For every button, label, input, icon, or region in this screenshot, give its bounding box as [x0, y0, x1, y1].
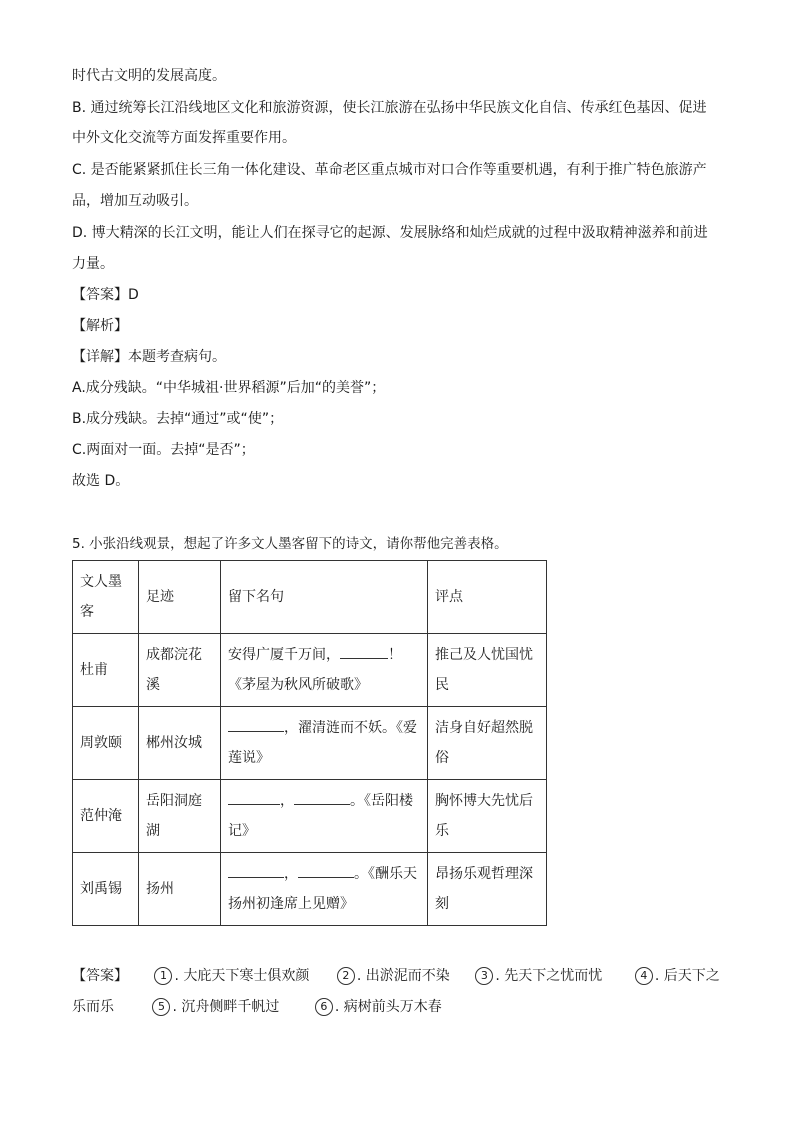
- circled-number: 2: [337, 967, 355, 985]
- passage-line: C. 是否能紧紧抓住长三角一体化建设、革命老区重点城市对口合作等重要机遇，有利于推广特色旅游产: [72, 162, 707, 178]
- answer-item: 3 . 先天下之忧而忧: [475, 966, 630, 986]
- fill-blank: [298, 877, 354, 878]
- answer-line-1: [72, 966, 720, 986]
- answer-label: 【答案】: [72, 968, 128, 984]
- fill-blank: [228, 877, 284, 878]
- header-cell: 文人墨客: [73, 561, 139, 634]
- passage-line: 品，增加互动吸引。: [72, 193, 198, 209]
- conclusion-line: 故选 D。: [72, 473, 130, 489]
- passage-line: 中外文化交流等方面发挥重要作用。: [72, 130, 296, 146]
- circled-number: 5: [152, 998, 170, 1016]
- header-cell: 留下名句: [221, 561, 428, 634]
- person-cell: 范仲淹: [73, 780, 139, 853]
- fill-blank: [228, 804, 280, 805]
- place-cell: 扬州: [139, 853, 221, 926]
- place-cell: 岳阳洞庭湖: [139, 780, 221, 853]
- quote-text: ，: [284, 866, 298, 882]
- circled-number: 1: [154, 967, 172, 985]
- answer-item: 4 . 后天下之: [635, 966, 720, 986]
- comment-cell: 胸怀博大先忧后乐: [428, 780, 547, 853]
- circled-number: 6: [315, 998, 333, 1016]
- quote-cell: [221, 707, 428, 780]
- fill-blank: [228, 731, 284, 732]
- passage-line: 时代古文明的发展高度。: [72, 68, 226, 84]
- answer-line-2: [72, 997, 442, 1017]
- quote-text: 安得广厦千万间，: [228, 647, 340, 663]
- circled-number: 3: [475, 967, 493, 985]
- analysis-heading: 【解析】: [72, 318, 128, 334]
- passage-line: B. 通过统筹长江沿线地区文化和旅游资源，使长江旅游在弘扬中华民族文化自信、传承红色基因、促进: [72, 100, 707, 116]
- detail-line: 【详解】本题考查病句。: [72, 349, 226, 365]
- comment-cell: 推己及人忧国忧民: [428, 634, 547, 707]
- circled-number: 4: [635, 967, 653, 985]
- comment-cell: 洁身自好超然脱俗: [428, 707, 547, 780]
- answer-continuation: 乐而乐: [72, 999, 114, 1015]
- answer-item: 2 . 出淤泥而不染: [337, 966, 471, 986]
- quote-text: ！《茅屋为秋风所破歌》: [228, 647, 402, 693]
- table-header-row: [73, 561, 547, 634]
- place-cell: 成都浣花溪: [139, 634, 221, 707]
- person-cell: 刘禹锡: [73, 853, 139, 926]
- table-row: [73, 853, 547, 926]
- analysis-line: C.两面对一面。去掉“是否”；: [72, 442, 255, 458]
- quote-cell: [221, 780, 428, 853]
- person-cell: 杜甫: [73, 634, 139, 707]
- quote-cell: [221, 634, 428, 707]
- analysis-line: B.成分残缺。去掉“通过”或“使”；: [72, 411, 284, 427]
- quote-text: ，: [280, 793, 294, 809]
- question-5-prompt: 5. 小张沿线观景，想起了许多文人墨客留下的诗文，请你帮他完善表格。: [72, 536, 508, 552]
- table-row: [73, 634, 547, 707]
- header-cell: 足迹: [139, 561, 221, 634]
- passage-line: D. 博大精深的长江文明，能让人们在探寻它的起源、发展脉络和灿烂成就的过程中汲取精神滋养和前进: [72, 225, 708, 241]
- quote-text: 。《岳阳楼记》: [228, 793, 413, 839]
- answer-line: 【答案】D: [72, 287, 139, 303]
- poets-table: [72, 560, 547, 926]
- fill-blank: [294, 804, 350, 805]
- comment-cell: 昂扬乐观哲理深刻: [428, 853, 547, 926]
- answer-item: 1 . 大庇天下寒士俱欢颜: [154, 966, 332, 986]
- table-row: [73, 707, 547, 780]
- table-row: [73, 780, 547, 853]
- quote-text: ，濯清涟而不妖。《爱莲说》: [228, 720, 417, 766]
- analysis-line: A.成分残缺。“中华城祖·世界稻源”后加“的美誉”；: [72, 380, 386, 396]
- header-cell: 评点: [428, 561, 547, 634]
- fill-blank: [340, 658, 388, 659]
- quote-text: 。《酬乐天扬州初逢席上见赠》: [228, 866, 417, 912]
- answer-item: 5 . 沉舟侧畔千帆过: [152, 997, 310, 1017]
- answer-item: 6 . 病树前头万木春: [315, 997, 442, 1017]
- quote-cell: [221, 853, 428, 926]
- place-cell: 郴州汝城: [139, 707, 221, 780]
- person-cell: 周敦颐: [73, 707, 139, 780]
- passage-line: 力量。: [72, 256, 114, 272]
